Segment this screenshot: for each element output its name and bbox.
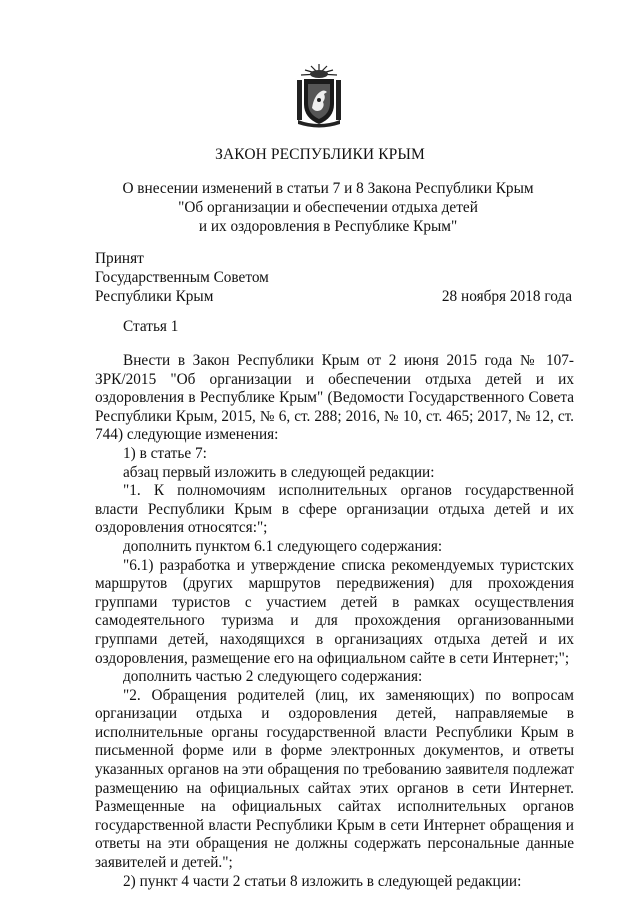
article-body <box>95 352 574 891</box>
paragraph: "2. Обращения родителей (лиц, их заменяющих) по вопросам организации отдыха и оздоровления детей, направляемые в исполнительные органы государственной власти Республики Крым в письменной форме или в форме электронных документов, и ответы указанных органов на эти обращения по требованию заявителя подлежат размещению на официальных сайтах этих органов в сети Интернет. Размещенные на официальных сайтах исполнительных органов государственной власти Республики Крым в сети Интернет обращения и ответы на эти обращения не должны содержать персональные данные заявителей и детей."; <box>95 686 574 872</box>
paragraph: Внести в Закон Республики Крым от 2 июня 2015 года № 107-ЗРК/2015 "Об организации и обеспечении отдыха детей и их оздоровления в Республике Крым" (Ведомости Государственного Совета Республики Крым, 2015, № 6, ст. 288; 2016, № 10, ст. 465; 2017, № 12, ст. 744) следующие изменения: <box>95 352 574 444</box>
document-title: ЗАКОН РЕСПУБЛИКИ КРЫМ <box>215 146 425 163</box>
paragraph: "6.1) разработка и утверждение списка рекомендуемых туристских маршрутов (других маршрутов передвижения) для прохождения группами туристов с участием детей в рамках осуществления самодеятельного туризма и для прохождения организованными группами детей, находящихся в организациях отдыха детей и их оздоровления, размещение его на официальном сайте в сети Интернет;"; <box>95 556 574 667</box>
paragraph: 2) пункт 4 части 2 статьи 8 изложить в следующей редакции: <box>123 872 522 890</box>
article-heading: Статья 1 <box>123 318 179 335</box>
paragraph: "1. К полномочиям исполнительных органов государственной власти Республики Крым в сфере организации отдыха детей и их оздоровления относятся:"; <box>95 482 574 537</box>
paragraph: дополнить частью 2 следующего содержания: <box>123 668 423 686</box>
paragraph: 1) в статье 7: <box>123 444 207 462</box>
paragraph: абзац первый изложить в следующей редакции: <box>123 463 435 481</box>
adoption-date: 28 ноября 2018 года <box>441 288 572 305</box>
adopted-line: Государственным Советом <box>95 268 269 286</box>
coat-of-arms-icon <box>294 62 344 128</box>
subtitle-line: и их оздоровления в Республике Крым" <box>198 217 458 235</box>
subtitle-line: "Об организации и обеспечении отдыха детей <box>178 198 478 216</box>
document-subtitle <box>100 180 556 236</box>
subtitle-line: О внесении изменений в статьи 7 и 8 Закона Республики Крым <box>122 180 534 197</box>
adopted-line: Республики Крым <box>95 287 214 305</box>
adopted-by-block <box>95 250 269 306</box>
adopted-line: Принят <box>95 250 144 267</box>
paragraph: дополнить пунктом 6.1 следующего содержания: <box>123 537 443 555</box>
